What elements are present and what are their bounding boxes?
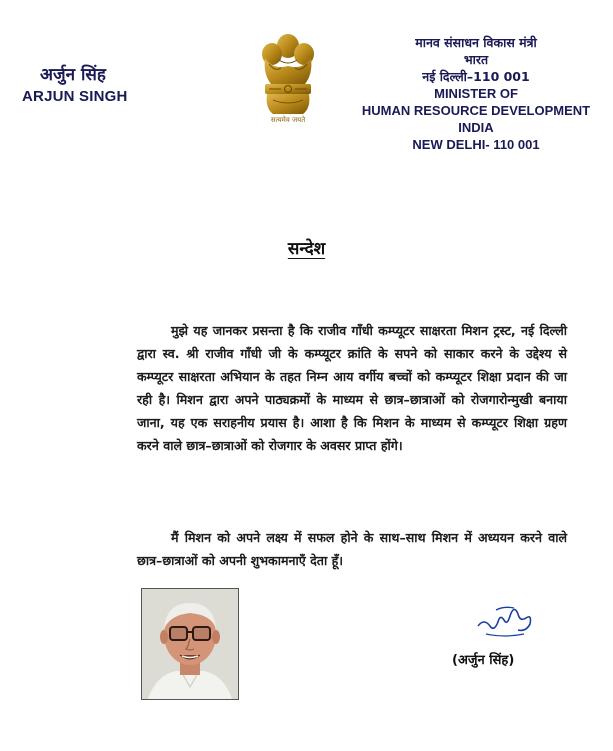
city-english: NEW DELHI- 110 001 bbox=[412, 137, 540, 152]
message-heading bbox=[0, 236, 613, 259]
handwritten-signature bbox=[474, 596, 536, 642]
country-english: INDIA bbox=[458, 120, 494, 135]
minister-name-english: ARJUN SINGH bbox=[22, 88, 128, 105]
ministry-address-block bbox=[352, 34, 600, 153]
paragraph-1-text: मुझे यह जानकर प्रसन्ता है कि राजीव गाँधी कम्प्यूटर साक्षरता मिशन ट्रस्ट, नई दिल्ली द्वारा स्व. श्री राजीव गाँधी जी के कम्प्यूटर क्रांति के सपने को साकार करने के उद्देश्य से कम्प्यूटर साक्षरता अभियान के तहत निम्न आय वर्गीय बच्चों को कम्प्यूटर शिक्षा प्रदान की जा रही है। मिशन द्वारा अपने पाठ्यक्रमों के माध्यम से छात्र–छात्राओं को रोजगारोन्मुखी बनाया जाना, यह एक सराहनीय प्रयास है। आशा है कि मिशन के माध्यम से कम्प्यूटर शिक्षा ग्रहण करने वाले छात्र–छात्राओं को रोजगार के अवसर प्राप्त होंगे। bbox=[137, 323, 567, 453]
ashoka-lion-emblem-icon bbox=[255, 30, 321, 128]
minister-title-english-line2: HUMAN RESOURCE DEVELOPMENT bbox=[361, 103, 591, 118]
message-paragraph-1 bbox=[137, 319, 567, 457]
paragraph-2-text: मैं मिशन को अपने लक्ष्य में सफल होने के साथ–साथ मिशन में अध्ययन करने वाले छात्र–छात्राओं को अपनी शुभकामनाएँ देता हूँ। bbox=[137, 530, 567, 568]
message-paragraph-2 bbox=[137, 526, 567, 572]
minister-title-hindi: मानव संसाधन विकास मंत्री bbox=[415, 35, 537, 50]
minister-portrait-photo bbox=[141, 588, 239, 700]
country-hindi: भारत bbox=[463, 52, 489, 67]
signatory-name: (अर्जुन सिंह) bbox=[452, 653, 515, 668]
message-heading-text: सन्देश bbox=[287, 239, 326, 259]
minister-title-english-line1: MINISTER OF bbox=[434, 86, 518, 101]
city-hindi: नई दिल्ली–110 001 bbox=[422, 69, 530, 84]
emblem-motto: सत्यमेव जयते bbox=[270, 116, 306, 124]
minister-name-hindi: अर्जुन सिंह bbox=[40, 65, 106, 85]
